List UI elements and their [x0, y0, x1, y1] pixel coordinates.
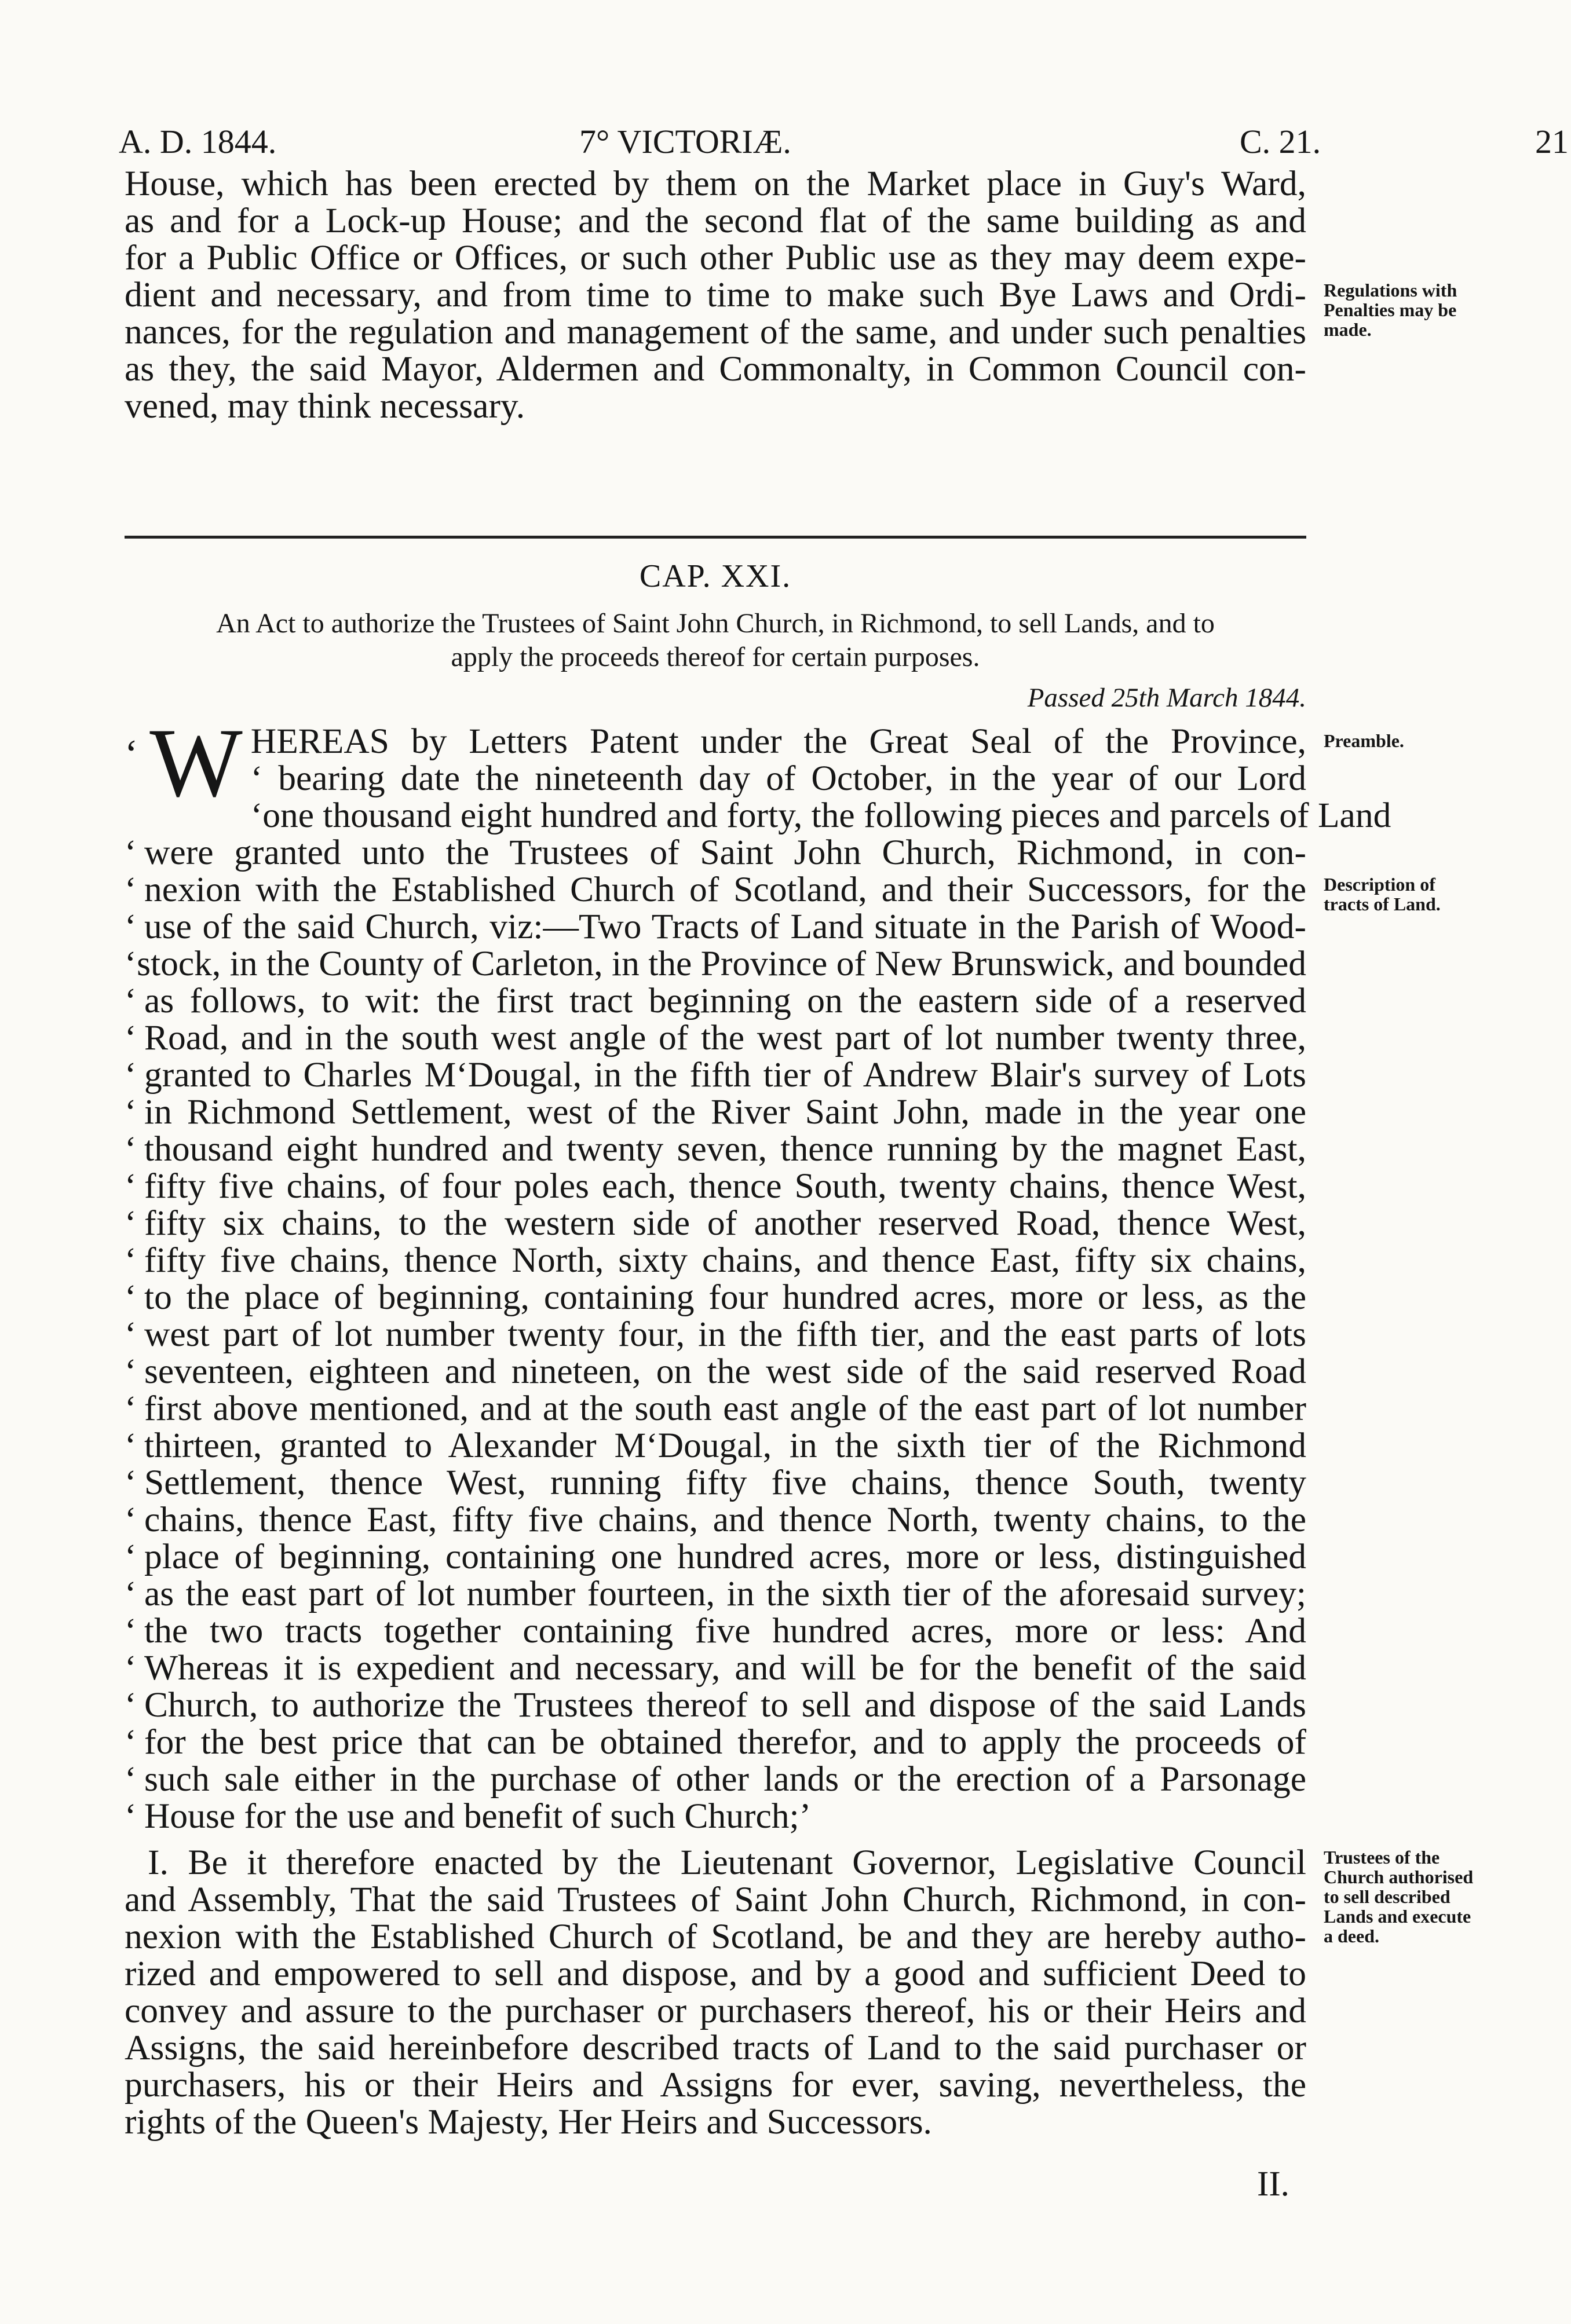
text-line — [125, 1686, 1306, 1723]
line-quote-mark: ‘ — [125, 907, 137, 946]
line-text: granted to Charles M‘Dougal, in the fifth tier of Andrew Blair's survey of Lots — [144, 1055, 1306, 1095]
text-line — [125, 1242, 1306, 1279]
text-line — [125, 1316, 1306, 1353]
passed-date: Passed 25th March 1844. — [1027, 683, 1306, 713]
margin-note-line: Regulations with — [1324, 280, 1457, 301]
line-quote-mark: ‘ — [125, 1055, 137, 1095]
line-quote-mark: ‘ — [125, 1389, 137, 1428]
line-text: one thousand eight hundred and forty, the following pieces and parcels of Land — [262, 796, 1391, 835]
line-text: such sale either in the purchase of other lands or the erection of a Parsonage — [144, 1759, 1306, 1799]
line-text: fifty five chains, thence North, sixty chains, and thence East, fifty six chains, — [144, 1240, 1306, 1280]
text-line: convey and assure to the purchaser or purchasers thereof, his or their Heirs and — [125, 1991, 1306, 2030]
line-text: Road, and in the south west angle of the west part of lot number twenty three, — [144, 1018, 1306, 1057]
text-line — [125, 834, 1306, 871]
line-text: thirteen, granted to Alexander M‘Dougal, in the sixth tier of the Richmond — [144, 1426, 1306, 1465]
line-quote-mark: ‘ — [125, 870, 137, 909]
line-quote-mark: ‘ — [125, 1648, 137, 1688]
line-quote-mark: ‘ — [125, 1352, 137, 1391]
margin-note-regulations — [1324, 280, 1457, 339]
text-line: nexion with the Established Church of Scotland, be and they are hereby autho- — [125, 1917, 1306, 1956]
act-title-line: An Act to authorize the Trustees of Saint John Church, in Richmond, to sell Lands, and to — [216, 608, 1215, 639]
text-line — [125, 1575, 1306, 1612]
line-quote-mark: ‘ — [125, 833, 137, 872]
text-line: for a Public Office or Offices, or such other Public use as they may deem expe- — [125, 238, 1306, 277]
line-text: Whereas it is expedient and necessary, and will be for the benefit of the said — [144, 1648, 1306, 1688]
text-line — [125, 1501, 1306, 1538]
margin-note-description — [1324, 874, 1441, 914]
text-line: purchasers, his or their Heirs and Assigns for ever, saving, nevertheless, the — [125, 2065, 1306, 2105]
text-line — [125, 1168, 1306, 1205]
line-text: to the place of beginning, containing four hundred acres, more or less, as the — [144, 1278, 1306, 1317]
line-text: the two tracts together containing five hundred acres, more or less: And — [144, 1611, 1306, 1650]
page-number: 21 — [1535, 123, 1569, 160]
line-text: as the east part of lot number fourteen, in the sixth tier of the aforesaid survey; — [144, 1574, 1306, 1613]
line-text: chains, thence East, fifty five chains, and thence North, twenty chains, to the — [144, 1500, 1306, 1539]
line-quote-mark: ‘ — [125, 1278, 137, 1317]
margin-note-line: a deed. — [1324, 1926, 1379, 1946]
margin-note-trustees — [1324, 1847, 1473, 1946]
line-text: fifty six chains, to the western side of another reserved Road, thence West, — [144, 1203, 1306, 1243]
line-quote-mark: ‘ — [125, 1611, 137, 1650]
line-quote-mark: ‘ — [125, 1092, 137, 1132]
text-line — [125, 1056, 1306, 1093]
text-line — [125, 1390, 1306, 1427]
line-quote-mark: ‘ — [125, 1426, 137, 1465]
drop-cap: W — [149, 708, 243, 817]
line-quote-mark: ‘ — [125, 1759, 137, 1799]
line-text: stock, in the County of Carleton, in the Province of New Brunswick, and bounded — [137, 944, 1306, 983]
line-text: House for the use and benefit of such Church;’ — [144, 1796, 812, 1836]
text-line — [125, 1427, 1306, 1464]
text-line — [125, 1538, 1306, 1575]
text-line — [125, 1798, 1306, 1835]
line-text: Church, to authorize the Trustees thereof to sell and dispose of the said Lands — [144, 1685, 1306, 1725]
line-text: place of beginning, containing one hundred acres, more or less, distinguished — [144, 1537, 1306, 1576]
margin-note-line: Trustees of the — [1324, 1847, 1440, 1868]
line-quote-mark: ‘ — [125, 1166, 137, 1206]
text-line — [125, 1612, 1306, 1649]
margin-note-line: Penalties may be — [1324, 299, 1457, 320]
line-text: use of the said Church, viz:—Two Tracts of Land situate in the Parish of Wood- — [144, 907, 1306, 946]
line-text: fifty five chains, of four poles each, thence South, twenty chains, thence West, — [144, 1166, 1306, 1206]
margin-note-preamble: Preamble. — [1324, 730, 1404, 751]
line-text: seventeen, eighteen and nineteen, on the west side of the said reserved Road — [144, 1352, 1306, 1391]
text-line — [250, 796, 1391, 835]
text-line: I. Be it therefore enacted by the Lieutenant Governor, Legislative Council — [148, 1843, 1306, 1882]
text-line — [125, 1019, 1306, 1056]
text-line — [125, 1093, 1306, 1130]
act-title — [125, 607, 1306, 674]
margin-note-line: to sell described — [1324, 1886, 1451, 1907]
line-text: first above mentioned, and at the south east angle of the east part of lot number — [144, 1389, 1306, 1428]
text-line: rized and empowered to sell and dispose, and by a good and sufficient Deed to — [125, 1954, 1306, 1993]
chapter-heading: CAP. XXI. — [639, 558, 792, 594]
margin-note-line: Church authorised — [1324, 1866, 1474, 1887]
line-text: were granted unto the Trustees of Saint John Church, Richmond, in con- — [144, 833, 1306, 872]
text-line — [125, 1130, 1306, 1168]
line-quote-mark: ‘ — [125, 981, 137, 1020]
line-quote-mark: ‘ — [125, 1796, 137, 1836]
line-quote-mark: ‘ — [250, 796, 263, 835]
text-line — [125, 1464, 1306, 1501]
margin-note-line: Lands and execute — [1324, 1906, 1471, 1927]
line-text: for the best price that can be obtained therefor, and to apply the proceeds of — [144, 1722, 1306, 1762]
line-quote-mark: ‘ — [125, 1129, 137, 1169]
text-line — [125, 908, 1306, 945]
text-line: HEREAS by Letters Patent under the Great Seal of the Province, — [250, 722, 1306, 761]
line-quote-mark: ‘ — [125, 1018, 137, 1057]
line-text: in Richmond Settlement, west of the River Saint John, made in the year one — [144, 1092, 1306, 1132]
line-text: thousand eight hundred and twenty seven, thence running by the magnet East, — [144, 1129, 1306, 1169]
text-line: as they, the said Mayor, Aldermen and Commonalty, in Common Council con- — [125, 349, 1306, 389]
act-title-line: apply the proceeds thereof for certain purposes. — [451, 642, 980, 672]
line-quote-mark: ‘ — [125, 1537, 137, 1576]
line-quote-mark: ‘ — [125, 1722, 137, 1762]
line-quote-mark: ‘ — [125, 1315, 137, 1354]
text-line: Assigns, the said hereinbefore described tracts of Land to the said purchaser or — [125, 2028, 1306, 2067]
text-line: rights of the Queen's Majesty, Her Heirs and Successors. — [125, 2102, 932, 2142]
line-quote-mark: ‘ — [125, 1685, 137, 1725]
header-year: A. D. 1844. — [119, 123, 277, 160]
text-line: nances, for the regulation and management of the same, and under such penalties — [125, 312, 1306, 352]
text-line: dient and necessary, and from time to time to make such Bye Laws and Ordi- — [125, 275, 1306, 314]
header-chapter: C. 21. — [1240, 123, 1321, 160]
text-line — [125, 1761, 1306, 1798]
margin-note-line: Description of — [1324, 874, 1435, 895]
margin-note-line: made. — [1324, 319, 1372, 340]
line-quote-mark: ‘ — [125, 1203, 137, 1243]
catchword: II. — [1257, 2165, 1289, 2204]
line-quote-mark: ‘ — [125, 1463, 137, 1502]
text-line — [125, 982, 1306, 1019]
line-text: as follows, to wit: the first tract beginning on the eastern side of a reserved — [144, 981, 1306, 1020]
opening-quote: ‘ — [125, 732, 138, 777]
line-quote-mark: ‘ — [125, 944, 137, 983]
text-line — [125, 871, 1306, 908]
text-line: as and for a Lock-up House; and the second flat of the same building as and — [125, 201, 1306, 240]
continued-section-text — [125, 165, 1306, 424]
text-line — [125, 1353, 1306, 1390]
text-line: ‘ bearing date the nineteenth day of October, in the year of our Lord — [250, 759, 1306, 798]
line-quote-mark: ‘ — [125, 1240, 137, 1280]
running-header — [119, 119, 1569, 165]
header-reign: 7° VICTORIÆ. — [579, 123, 791, 160]
enacting-section-text — [125, 1844, 1306, 2140]
line-quote-mark: ‘ — [125, 1500, 137, 1539]
text-line: House, which has been erected by them on the Market place in Guy's Ward, — [125, 164, 1306, 203]
line-text: west part of lot number twenty four, in the fifth tier, and the east parts of lots — [144, 1315, 1306, 1354]
text-line — [125, 1649, 1306, 1686]
line-text: nexion with the Established Church of Scotland, and their Successors, for the — [144, 870, 1306, 909]
text-line: vened, may think necessary. — [125, 386, 525, 426]
text-line — [125, 945, 1306, 982]
section-divider — [125, 536, 1306, 539]
line-text: Settlement, thence West, running fifty five chains, thence South, twenty — [144, 1463, 1306, 1502]
line-quote-mark: ‘ — [125, 1574, 137, 1613]
text-line — [125, 1279, 1306, 1316]
margin-note-line: tracts of Land. — [1324, 894, 1441, 914]
text-line: and Assembly, That the said Trustees of Saint John Church, Richmond, in con- — [125, 1880, 1306, 1919]
text-line — [125, 1723, 1306, 1761]
text-line — [125, 1205, 1306, 1242]
